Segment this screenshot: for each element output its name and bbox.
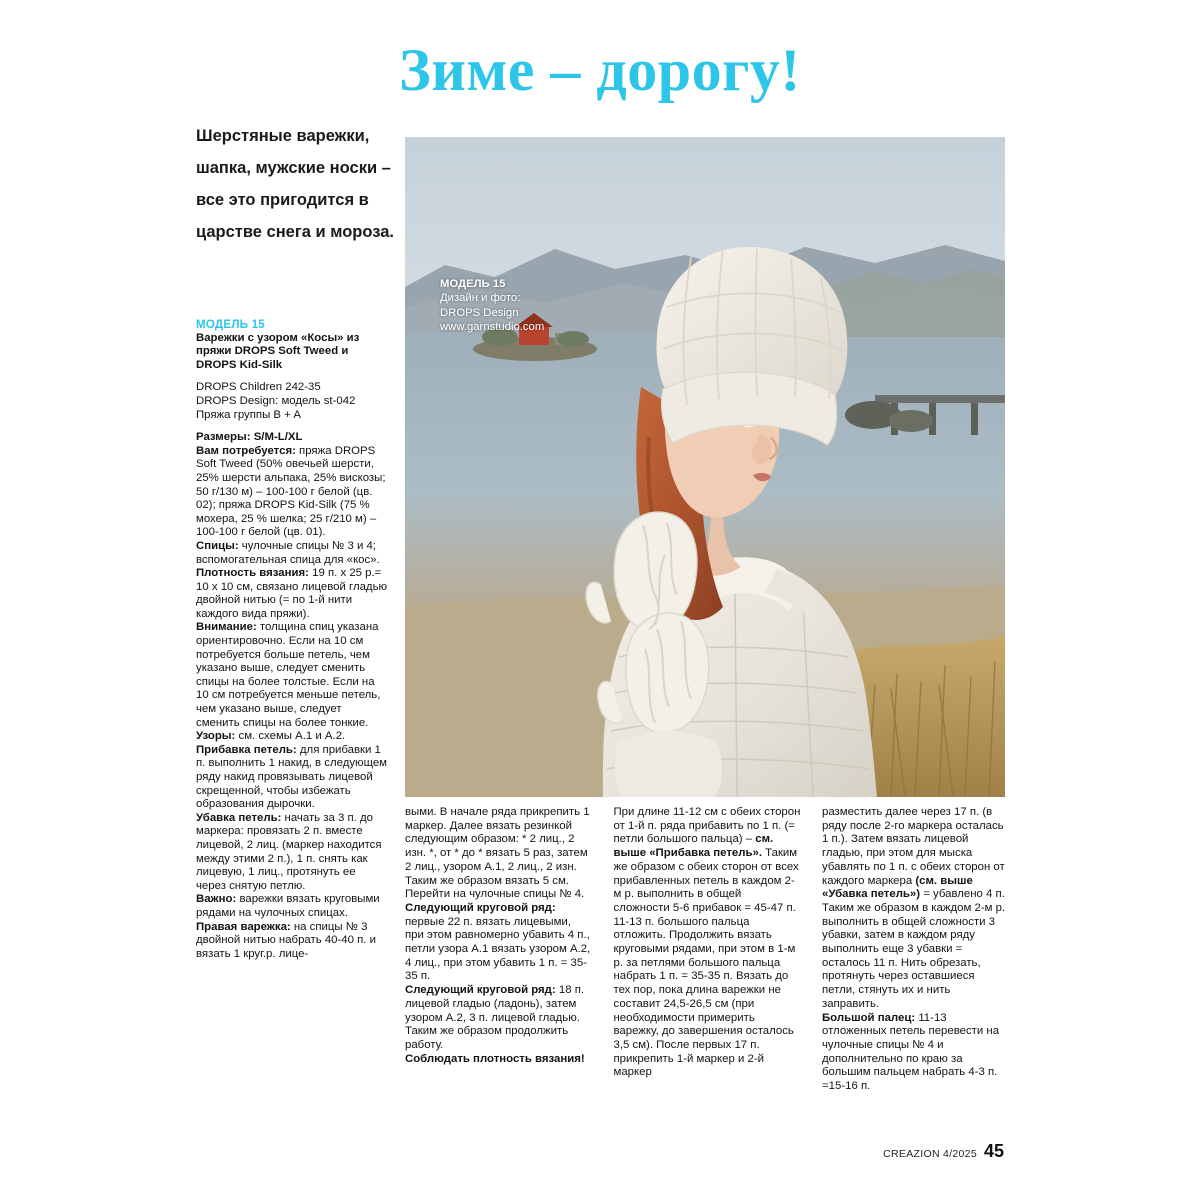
important-paragraph (196, 893, 388, 920)
increase-text: для прибавки 1 п. выполнить 1 накид, в следующем ряду накид провязывать лицевой скрещенной, чтобы избежать образования дырочки. (196, 743, 387, 811)
col1-tail: Таким же образом продолжить работу. (405, 1025, 569, 1051)
right-mitten-label: Правая варежка: (196, 920, 291, 933)
caption-model-label: МОДЕЛЬ 15 (440, 278, 506, 290)
decrease-label: Убавка петель: (196, 811, 282, 824)
increase-label: Прибавка петель: (196, 743, 297, 756)
col3-label-1: (см. выше «Убавка петель») (822, 874, 973, 901)
photo-caption (440, 277, 620, 334)
ref-line-3: Пряжа группы B + A (196, 408, 301, 421)
materials-text: пряжа DROPS Soft Tweed (50% овечьей шерсти, 25% шерсти альпака, 25% вискозы; 50 г/130 м) – 100-100 г белой (цв. 02); пряжа DROPS Kid-Silk (75 % мохера, 25 % шелка; 25 г/210 м) – 100-100 г белой (цв. 01). (196, 444, 386, 539)
left-column (196, 318, 388, 961)
caption-line-2: DROPS Design (440, 306, 519, 319)
patterns-paragraph (196, 730, 388, 744)
bottom-columns (405, 806, 1009, 1166)
right-mitten-paragraph (196, 921, 388, 962)
column-3 (822, 806, 1009, 1166)
model-label: МОДЕЛЬ 15 (196, 318, 265, 331)
col1-row1-text: первые 22 п. вязать лицевыми, при этом равномерно убавить 4 п., петли узора А.1 вязать узором А.2, 4 лиц., при этом убавить 1 п. = 35-35 п. (405, 915, 591, 983)
col2-text-rest: Таким же образом с обеих сторон от всех прибавленных петель в каждом 2-м р. выполнить в общей сложности 5-6 прибавок = 45-47 п. 11-13 п. большого пальца отложить. Продолжить вязать круговыми рядами, при этом в 1-м р. за петлями большого пальца набрать 1 п. = 35-35 п. Вязать до тех пор, пока длина варежки не составит 24,5-26,5 см (при необходимости примерить варежку, до завершения осталось 3,5 см). После первых 17 п. прикрепить 1-й маркер и 2-й маркер (613, 847, 799, 1079)
col1-gauge-note: Соблюдать плотность вязания! (405, 1052, 585, 1065)
col3-paragraph (822, 806, 1009, 1012)
photo-illustration (405, 137, 1005, 797)
decrease-paragraph (196, 812, 388, 894)
gauge-text: 19 п. х 25 р.= 10 х 10 см, связано лицевой гладью двойной нитью (= по 1-й нити каждого вида пряжи). (196, 567, 388, 620)
model-photo (405, 137, 1005, 797)
col3-text-start: разместить далее через 17 п. (в ряду после 2-го маркера осталась 1 п.). Затем вязать лицевой гладью, при этом для мыска убавлять по 1 п. с обеих сторон от каждого маркера (822, 806, 1005, 887)
gauge-paragraph (196, 567, 388, 621)
col1-row2 (405, 984, 592, 1025)
col2-label: см. выше «Прибавка петель». (613, 833, 774, 860)
increase-paragraph (196, 744, 388, 812)
page-number: 45 (983, 1141, 1004, 1161)
important-text: варежки вязать круговыми рядами на чулочных спицах. (196, 893, 380, 919)
ref-line-2: DROPS Design: модель st-042 (196, 394, 356, 407)
col1-paragraph: выми. В начале ряда прикрепить 1 маркер. Далее вязать резинкой следующим образом: * 2 лиц., 2 изн. *, от * до * вязать 5 раз, затем 2 лиц., узором А.1, 2 лиц., 2 изн. Таким же образом вязать 5 см. Перейти на чулочные спицы № 4. (405, 806, 590, 901)
model-title: Варежки с узором «Косы» из пряжи DROPS Soft Tweed и DROPS Kid-Silk (196, 331, 360, 371)
column-1 (405, 806, 592, 1166)
sizes-line: Размеры: S/M-L/XL (196, 431, 303, 444)
needles-paragraph (196, 540, 388, 567)
gauge-label: Плотность вязания: (196, 567, 309, 580)
col3-thumb-text: 11-13 отложенных петель перевести на чулочные спицы № 4 и дополнительно по краю за большим пальцем набрать 4-3 п. =15-16 п. (822, 1011, 1000, 1093)
footer-source: CREAZION 4/2025 (883, 1148, 977, 1160)
col1-row1-label: Следующий круговой ряд: (405, 901, 556, 914)
patterns-text: см. схемы А.1 и А.2. (235, 730, 346, 743)
important-label: Важно: (196, 893, 237, 906)
attention-label: Внимание: (196, 621, 257, 634)
col1-row1 (405, 902, 592, 984)
col2-paragraph (614, 806, 801, 1080)
col1-row2-text: 18 п. лицевой гладью (ладонь), затем узором А.2, 3 п. лицевой гладью. (405, 984, 585, 1024)
attention-text: толщина спиц указана ориентировочно. Если на 10 см потребуется больше петель, чем указано выше, следует сменить спицы на более толстые. Если на 10 см потребуется меньше петель, чем указано выше, следует сменить спицы на более тонкие. (196, 621, 381, 729)
needles-label: Спицы: (196, 539, 239, 552)
right-mitten-text: на спицы № 3 двойной нитью набрать 40-40 п. и вязать 1 круг.р. лице- (196, 920, 376, 960)
needles-text: чулочные спицы № 3 и 4; вспомогательная спица для «кос». (196, 539, 380, 566)
decrease-text: начать за 3 п. до маркера: провязать 2 п. вместе лицевой, 2 лиц. (маркер находится между этими 2 п.), 1 п. снять как лицевую, 1 лиц., протянуть ее через снятую петлю. (196, 811, 382, 892)
materials-paragraph (196, 445, 388, 540)
intro-text: Шерстяные варежки, шапка, мужские носки – все это пригодится в царстве снега и мороза. (196, 127, 394, 241)
col3-thumb (822, 1012, 1009, 1094)
col3-label-2: Большой палец: (822, 1011, 916, 1024)
column-2 (614, 806, 801, 1166)
page-footer (883, 1141, 1004, 1162)
col1-row2-label: Следующий круговой ряд: (405, 984, 556, 997)
col2-text-start: При длине 11-12 см с обеих сторон от 1-й п. ряда прибавить по 1 п. (= петли большого пальца) – (613, 806, 801, 846)
patterns-label: Узоры: (196, 730, 236, 743)
col3-text-rest: = убавлено 4 п. Таким же образом в каждом 2-м р. выполнить в общей сложности 3 убавки, затем в каждом ряду выполнить еще 3 убавки = осталось 11 п. Нить обрезать, протянуть через оставшиеся петли, стянуть их и нить заправить. (822, 888, 1006, 1010)
page-title: Зиме – дорогу! (399, 37, 801, 103)
caption-line-3: www.garnstudio.com (440, 320, 545, 333)
attention-paragraph (196, 621, 388, 730)
ref-line-1: DROPS Children 242-35 (196, 381, 321, 394)
caption-line-1: Дизайн и фото: (440, 292, 521, 305)
materials-label: Вам потребуется: (196, 444, 296, 457)
